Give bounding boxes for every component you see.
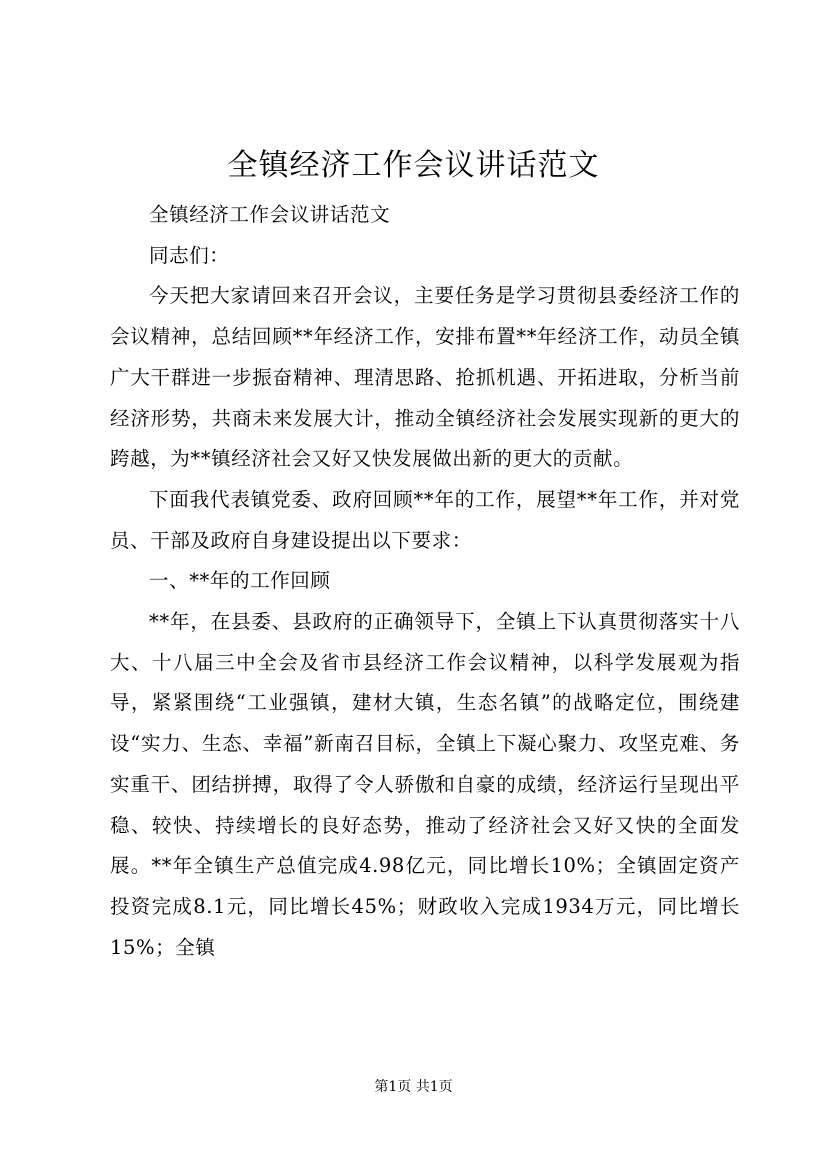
paragraph-opening: 今天把大家请回来召开会议，主要任务是学习贯彻县委经济工作的会议精神，总结回顾**年经济工作，安排布置**年经济工作，动员全镇广大干群进一步振奋精神、理清思路、抢抓机遇、开拓进取，分析当前经济形势，共商未来发展大计，推动全镇经济社会发展实现新的更大的跨越，为**镇经济社会又好又快发展做出新的更大的贡献。 <box>110 284 740 471</box>
document-body <box>110 195 740 968</box>
paragraph-overview: 下面我代表镇党委、政府回顾**年的工作，展望**年工作，并对党员、干部及政府自身建设提出以下要求： <box>110 487 740 552</box>
paragraph-review: **年，在县委、县政府的正确领导下，全镇上下认真贯彻落实十八大、十八届三中全会及省市县经济工作会议精神，以科学发展观为指导，紧紧围绕“工业强镇，建材大镇，生态名镇”的战略定位，围绕建设“实力、生态、幸福”新南召目标，全镇上下凝心聚力、攻坚克难、务实重干、团结拼搏，取得了令人骄傲和自豪的成绩，经济运行呈现出平稳、较快、持续增长的良好态势，推动了经济社会又好又快的全面发展。**年全镇生产总值完成4.98亿元，同比增长10%；全镇固定资产投资完成8.1元，同比增长45%；财政收入完成1934万元，同比增长15%；全镇 <box>110 610 740 959</box>
document-title: 全镇经济工作会议讲话范文 <box>227 148 600 183</box>
section-heading-review: 一、**年的工作回顾 <box>149 569 331 593</box>
paragraph-salutation: 同志们： <box>149 243 230 267</box>
paragraph-subtitle: 全镇经济工作会议讲话范文 <box>149 203 391 226</box>
page-footer: 第1页 共1页 <box>374 1079 453 1095</box>
